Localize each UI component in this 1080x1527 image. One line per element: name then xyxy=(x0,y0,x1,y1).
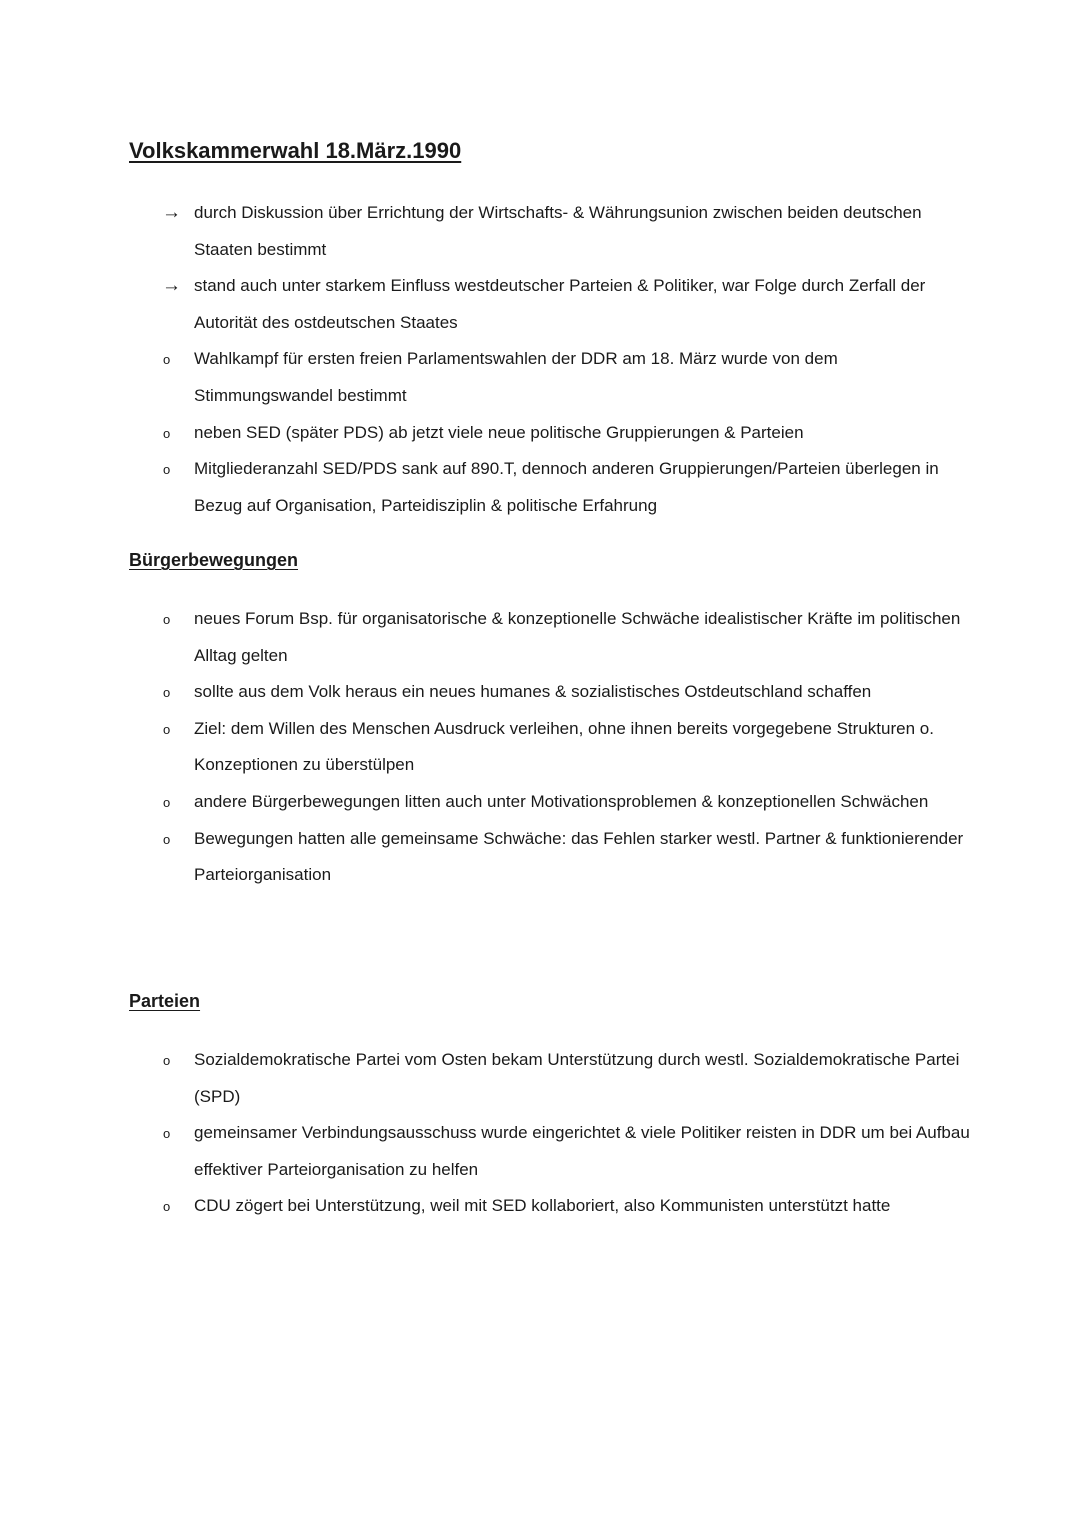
list-item xyxy=(0,711,974,784)
bullet-circle-icon: o xyxy=(163,721,171,737)
bullet-circle-icon: o xyxy=(163,685,171,701)
page-title: Volkskammerwahl 18.März.1990 xyxy=(129,138,462,163)
bullet-circle-icon: o xyxy=(163,1126,171,1142)
list-item xyxy=(0,1042,974,1115)
list-item xyxy=(0,195,974,268)
list-item-text: durch Diskussion über Errichtung der Wirtschafts- & Währungsunion zwischen beiden deutschen Staaten bestimmt xyxy=(194,203,922,259)
list-item-text: neues Forum Bsp. für organisatorische & konzeptionelle Schwäche idealistischer Kräfte im politischen Alltag gelten xyxy=(194,609,961,665)
list-item-text: Wahlkampf für ersten freien Parlamentswahlen der DDR am 18. März wurde von dem Stimmungswandel bestimmt xyxy=(194,349,838,405)
section-parteien-list xyxy=(0,1042,974,1225)
list-item xyxy=(0,674,974,711)
bullet-circle-icon: o xyxy=(163,831,171,847)
list-item xyxy=(0,821,974,894)
list-item-text: Mitgliederanzahl SED/PDS sank auf 890.T, dennoch anderen Gruppierungen/Parteien überlegen in Bezug auf Organisation, Parteidisziplin & politische Erfahrung xyxy=(194,459,939,515)
list-item-text: Ziel: dem Willen des Menschen Ausdruck verleihen, ohne ihnen bereits vorgegebene Strukturen o. Konzeptionen zu überstülpen xyxy=(194,718,934,775)
list-item-text: Bewegungen hatten alle gemeinsame Schwäche: das Fehlen starker westl. Partner & funktionierender Parteiorganisation xyxy=(194,828,964,885)
list-item-text: gemeinsamer Verbindungsausschuss wurde eingerichtet & viele Politiker reisten in DDR um bei Aufbau effektiver Parteiorganisation zu helfen xyxy=(194,1123,970,1179)
list-item xyxy=(0,415,974,452)
bullet-circle-icon: o xyxy=(163,794,171,810)
list-item-text: Sozialdemokratische Partei vom Osten bekam Unterstützung durch westl. Sozialdemokratische Partei (SPD) xyxy=(194,1050,960,1106)
list-item xyxy=(0,601,974,674)
list-item-text: stand auch unter starkem Einfluss westdeutscher Parteien & Politiker, war Folge durch Zerfall der Autorität des ostdeutschen Staates xyxy=(194,276,926,332)
list-item xyxy=(0,1115,974,1188)
section-heading-buergerbewegungen: Bürgerbewegungen xyxy=(129,550,299,570)
bullet-circle-icon: o xyxy=(163,1053,171,1068)
list-item xyxy=(0,1188,974,1225)
bullet-circle-icon: o xyxy=(163,1199,171,1215)
list-item xyxy=(0,784,974,821)
bullet-circle-icon: o xyxy=(163,425,171,441)
list-item-text: sollte aus dem Volk heraus ein neues humanes & sozialistisches Ostdeutschland schaffen xyxy=(194,682,872,702)
section-heading-parteien: Parteien xyxy=(129,991,201,1011)
section-volkskammerwahl-list xyxy=(0,195,974,524)
bullet-circle-icon: o xyxy=(163,462,171,478)
section-buergerbewegungen-list xyxy=(0,601,974,894)
arrow-icon: → xyxy=(162,275,181,297)
bullet-circle-icon: o xyxy=(163,352,171,368)
list-item xyxy=(0,341,974,414)
list-item-text: CDU zögert bei Unterstützung, weil mit SED kollaboriert, also Kommunisten unterstützt hatte xyxy=(194,1196,891,1216)
arrow-icon: → xyxy=(162,202,181,223)
list-item-text: neben SED (später PDS) ab jetzt viele neue politische Gruppierungen & Parteien xyxy=(194,422,804,442)
list-item xyxy=(0,451,974,524)
list-item-text: andere Bürgerbewegungen litten auch unter Motivationsproblemen & konzeptionellen Schwächen xyxy=(194,791,929,811)
list-item xyxy=(0,268,974,341)
bullet-circle-icon: o xyxy=(163,612,171,627)
